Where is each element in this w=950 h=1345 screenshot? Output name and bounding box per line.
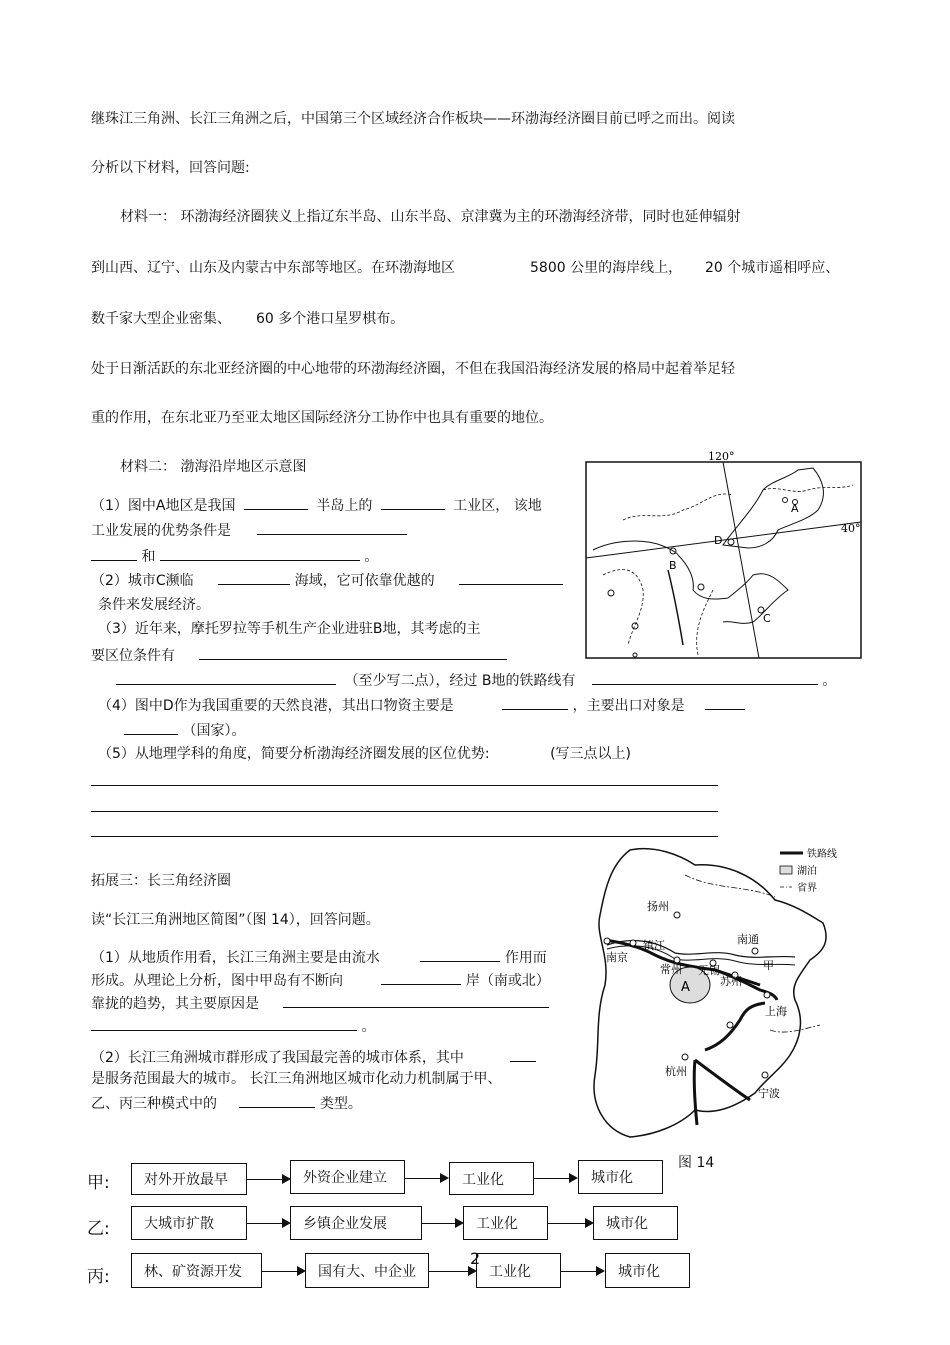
bohai-map <box>583 450 865 662</box>
answer-blank[interactable] <box>420 947 500 962</box>
q4-text-b: ，主要出口对象是 <box>572 698 685 714</box>
q5-text-b: (写三点以上) <box>550 746 632 762</box>
ext-q2-line-3 <box>91 1093 362 1113</box>
q1-text-c: 工业区， 该地 <box>453 498 542 514</box>
material1-line-3b: 60 多个港口星罗棋布。 <box>256 311 405 327</box>
answer-blank[interactable] <box>124 720 178 735</box>
answer-blank[interactable] <box>283 993 549 1008</box>
map-label-b: B <box>669 559 677 572</box>
city-yangzhou: 扬州 <box>647 900 669 913</box>
lon-label: 120° <box>708 450 735 463</box>
q2-text-a: （2）城市C濒临 <box>91 573 194 589</box>
flow-arrow <box>247 1223 289 1224</box>
material1-line-2c: 20 个城市遥相呼应、 <box>705 260 840 276</box>
ext-q1-line-3 <box>91 993 549 1013</box>
q4-line-2 <box>124 720 245 740</box>
q3-line-3 <box>116 670 836 690</box>
city-nanjing: 南京 <box>606 951 628 964</box>
ext-q1-line-4 <box>91 1016 375 1036</box>
map-label-a: A <box>791 502 799 515</box>
answer-blank[interactable] <box>218 570 290 585</box>
answer-blank[interactable] <box>705 695 745 710</box>
q1-text-a: （1）图中A地区是我国 <box>91 498 236 514</box>
ext-q2-line-2: 是服务范围最大的城市。 长江三角洲地区城市化动力机制属于甲、 <box>91 1071 502 1087</box>
answer-line[interactable] <box>91 785 718 786</box>
ext-q1-text-b: 作用而 <box>504 950 547 966</box>
material1-line-1: 材料一： 环渤海经济圈狭义上指辽东半岛、山东半岛、京津冀为主的环渤海经济带，同时也延伸辐射 <box>120 209 741 225</box>
ext-q1-text-a: （1）从地质作用看，长江三角洲主要是由流水 <box>91 950 380 966</box>
flow-box: 城市化 <box>593 1206 678 1240</box>
q1-text-f: 。 <box>364 549 379 565</box>
material1-line-2b: 5800 公里的海岸线上， <box>530 260 683 276</box>
city-hangzhou: 杭州 <box>665 1065 687 1078</box>
material1-line-5: 重的作用，在东北亚乃至亚太地区国际经济分工协作中也具有重要的地位。 <box>91 410 553 426</box>
flow-box: 城市化 <box>578 1160 663 1194</box>
ext-q2-line-1 <box>91 1047 536 1067</box>
flow-row-label-bing: 丙: <box>87 1267 110 1287</box>
flow-arrow <box>429 1271 475 1272</box>
intro-line-1: 继珠江三角洲、长江三角洲之后，中国第三个区域经济合作板块——环渤海经济圈目前已呼之而出。阅读 <box>91 111 735 127</box>
flow-box: 林、矿资源开发 <box>131 1253 262 1288</box>
city-suzhou: 苏州 <box>720 975 742 988</box>
material1-line-2a: 到山西、辽宁、山东及内蒙古中东部等地区。在环渤海地区 <box>91 260 455 276</box>
flow-box: 对外开放最早 <box>131 1163 247 1195</box>
answer-blank[interactable] <box>381 970 461 985</box>
city-shanghai: 上海 <box>765 1005 787 1018</box>
flow-box: 城市化 <box>605 1253 690 1288</box>
answer-blank[interactable] <box>116 670 336 685</box>
ext-q1-text-c: 形成。从理论上分析，图中甲岛有不断向 <box>91 973 343 989</box>
ext-q1-text-e: 靠拢的趋势，其主要原因是 <box>91 996 259 1012</box>
answer-blank[interactable] <box>510 1047 536 1062</box>
flow-arrow <box>422 1223 462 1224</box>
answer-blank[interactable] <box>160 546 360 561</box>
map-label-c: C <box>763 612 771 625</box>
city-ningbo: 宁波 <box>758 1087 780 1100</box>
q4-line-1 <box>98 695 745 715</box>
page-number: 2 <box>470 1249 481 1268</box>
answer-blank[interactable] <box>502 695 568 710</box>
material1-line-4: 处于日渐活跃的东北亚经济圈的中心地带的环渤海经济圈，不但在我国沿海经济发展的格局中起着举足轻 <box>91 361 735 377</box>
ext-q2-text-a: （2）长江三角洲城市群形成了我国最完善的城市体系，其中 <box>91 1050 464 1066</box>
ext-q1-line-2 <box>91 970 550 990</box>
flow-arrow <box>561 1271 603 1272</box>
q3-text-b: 要区位条件有 <box>91 648 175 664</box>
city-changzhou: 常州 <box>660 963 682 976</box>
q1-line-3 <box>91 546 378 566</box>
flow-box: 工业化 <box>449 1162 534 1195</box>
q3-line-2 <box>91 645 507 665</box>
city-wuxi: 无锡 <box>698 964 720 977</box>
flow-arrow <box>247 1179 289 1180</box>
ext-q2-text-c: 乙、丙三种模式中的 <box>91 1096 217 1112</box>
lake-label: A <box>681 980 690 995</box>
answer-blank[interactable] <box>592 670 818 685</box>
q2-line-1 <box>91 570 563 590</box>
flow-box: 工业化 <box>476 1253 561 1288</box>
ext-q1-line-1 <box>91 947 547 967</box>
q1-text-b: 半岛上的 <box>316 498 373 514</box>
answer-blank[interactable] <box>257 520 407 535</box>
q5-text-a: （5）从地理学科的角度，简要分析渤海经济圈发展的区位优势: <box>98 746 490 762</box>
ext-q2-text-d: 类型。 <box>319 1096 362 1112</box>
ext-q1-text-f: 。 <box>361 1019 376 1035</box>
answer-blank[interactable] <box>239 1093 315 1108</box>
material1-line-3a: 数千家大型企业密集、 <box>91 311 231 327</box>
island-label: 甲 <box>763 959 774 972</box>
map-label-d: D <box>714 534 723 547</box>
q2-line-2: 条件来发展经济。 <box>98 597 210 613</box>
map2-caption: 图 14 <box>678 1155 715 1171</box>
q1-text-e: 和 <box>141 549 156 565</box>
q1-line-2 <box>91 520 407 540</box>
answer-blank[interactable] <box>91 546 137 561</box>
flow-box: 乡镇企业发展 <box>290 1206 422 1240</box>
q5-line-1 <box>98 745 631 763</box>
answer-line[interactable] <box>91 836 718 837</box>
ext3-read: 读“长江三角洲地区简图”（图 14），回答问题。 <box>91 912 380 928</box>
flow-box: 国有大、中企业 <box>305 1253 429 1288</box>
material2-title: 材料二： 渤海沿岸地区示意图 <box>120 459 307 475</box>
intro-line-2: 分析以下材料，回答问题: <box>91 160 250 176</box>
answer-blank[interactable] <box>244 495 308 510</box>
flow-arrow <box>534 1178 576 1179</box>
q1-text-d: 工业发展的优势条件是 <box>91 523 231 539</box>
flow-box: 外资企业建立 <box>290 1160 405 1194</box>
q4-text-a: （4）图中D作为我国重要的天然良港，其出口物资主要是 <box>98 698 454 714</box>
legend-lake: 湖泊 <box>797 866 817 877</box>
q4-text-c: （国家）。 <box>182 723 246 739</box>
q3-line-1: （3）近年来，摩托罗拉等手机生产企业进驻B地，其考虑的主 <box>98 621 481 637</box>
city-zhenjiang: 镇江 <box>643 939 665 952</box>
answer-blank[interactable] <box>91 1016 357 1031</box>
flow-box: 大城市扩散 <box>131 1206 247 1240</box>
ext3-title: 拓展三：长三角经济圈 <box>91 873 231 889</box>
flow-row-label-jia: 甲: <box>87 1173 110 1193</box>
answer-line[interactable] <box>91 811 718 812</box>
flow-row-label-yi: 乙: <box>87 1219 110 1239</box>
q3-text-d: 。 <box>822 673 837 689</box>
answer-blank[interactable] <box>199 645 507 660</box>
q1-line-1 <box>91 495 542 515</box>
lat-label: 40° <box>841 522 861 535</box>
city-nantong: 南通 <box>737 933 759 946</box>
q3-text-c: （至少写二点），经过 B地的铁路线有 <box>344 673 576 689</box>
legend-border: 省界 <box>797 883 817 894</box>
q2-text-b: 海域，它可依靠优越的 <box>294 573 435 589</box>
ext-q1-text-d: 岸（南或北） <box>465 973 550 989</box>
flow-arrow <box>262 1271 304 1272</box>
flow-arrow <box>548 1223 592 1224</box>
yangtze-delta-map <box>585 845 860 1145</box>
flow-arrow <box>405 1178 447 1179</box>
flow-box: 工业化 <box>463 1206 548 1240</box>
answer-blank[interactable] <box>459 570 563 585</box>
legend-railway: 铁路线 <box>807 849 837 860</box>
answer-blank[interactable] <box>381 495 445 510</box>
